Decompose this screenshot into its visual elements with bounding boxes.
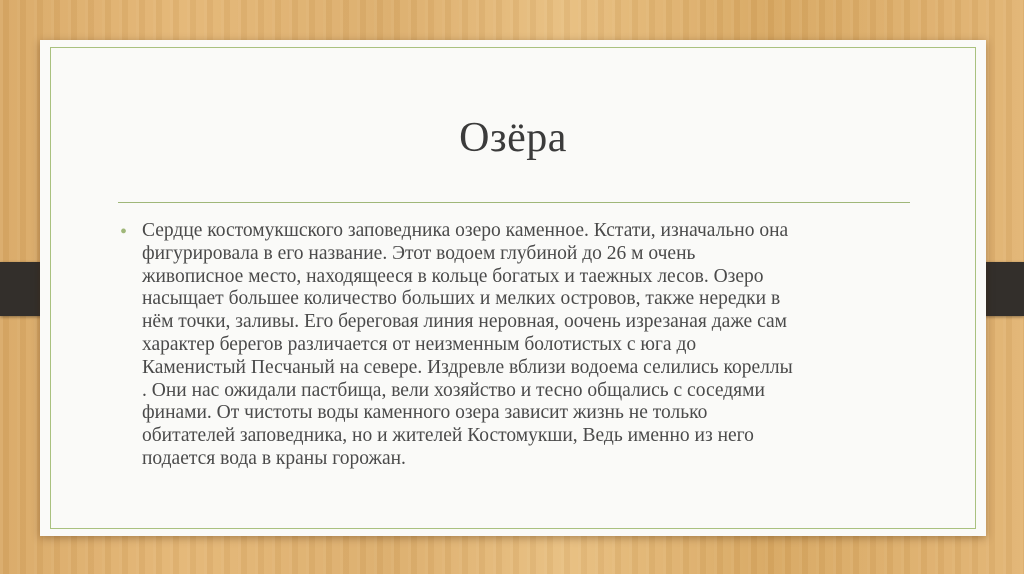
body-line: характер берегов различается от неизменным болотистых с юга до	[142, 333, 697, 355]
bullet-text	[142, 220, 793, 471]
slide	[40, 40, 986, 536]
slide-title: Озёра	[459, 115, 567, 161]
body-line: финами. От чистоты воды каменного озера зависит жизнь не только	[142, 402, 708, 424]
body-line: живописное место, находящееся в кольце богатых и таежных лесов. Озеро	[142, 265, 764, 287]
body-line: подается вода в краны горожан.	[142, 447, 406, 469]
body-line: насыщает большее количество больших и мелких островов, также нередки в	[142, 288, 781, 310]
body-line: обитателей заповедника, но и жителей Костомукши, Ведь именно из него	[142, 425, 754, 447]
body-line: Каменистый Песчаный на севере. Издревле вблизи водоема селились кореллы	[142, 356, 793, 378]
body-line: . Они нас ожидали пастбища, вели хозяйство и тесно общались с соседями	[142, 379, 765, 401]
bullet-icon: •	[120, 221, 128, 243]
bullet-item	[120, 220, 920, 471]
body-line: нём точки, заливы. Его береговая линия неровная, оочень изрезаная даже сам	[142, 311, 787, 333]
slide-content	[120, 220, 920, 471]
title-divider	[118, 202, 910, 203]
body-line: Сердце костомукшского заповедника озеро каменное. Кстати, изначально она	[142, 220, 789, 241]
body-line: фигурировала в его название. Этот водоем глубиной до 26 м очень	[142, 242, 696, 264]
